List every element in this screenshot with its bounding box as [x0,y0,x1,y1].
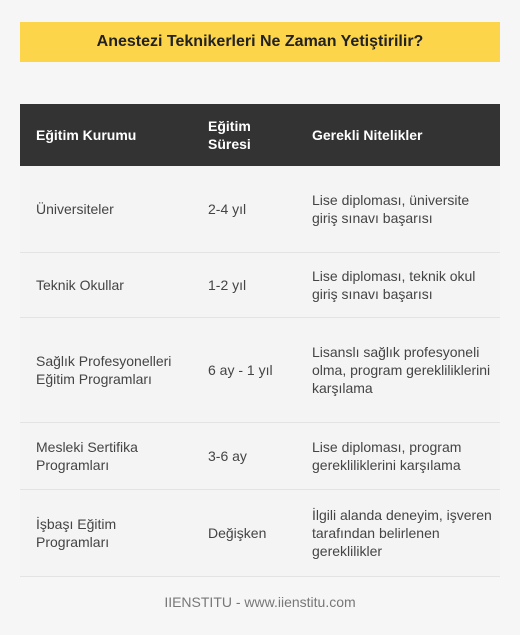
training-table [20,104,500,577]
cell-duration: 1-2 yıl [208,277,247,293]
cell-duration: Değişken [208,525,267,541]
table-header-row [20,104,500,166]
cell-duration: 6 ay - 1 yıl [208,362,273,378]
cell-requirements: Lisanslı sağlık profesyoneli olma, program gerekliliklerini karşılama [312,344,491,396]
cell-institution: İşbaşı Eğitim Programları [36,516,117,550]
cell-institution: Teknik Okullar [36,277,124,293]
cell-duration: 3-6 ay [208,448,247,464]
header-duration: Eğitim Süresi [208,118,251,152]
cell-institution: Mesleki Sertifika Programları [36,439,138,473]
cell-requirements: Lise diploması, teknik okul giriş sınavı başarısı [312,268,476,302]
table-row [20,318,500,423]
table-row [20,166,500,253]
page-title: Anestezi Teknikerleri Ne Zaman Yetiştirilir? [20,22,500,62]
cell-institution: Sağlık Profesyonelleri Eğitim Programları [36,353,172,387]
cell-requirements: Lise diploması, program gerekliliklerini karşılama [312,439,462,473]
table-row [20,490,500,577]
table-row [20,253,500,318]
cell-institution: Üniversiteler [36,201,114,217]
cell-requirements: İlgili alanda deneyim, işveren tarafından belirlenen gereklilikler [312,507,492,559]
header-institution: Eğitim Kurumu [36,127,137,143]
table-row [20,423,500,490]
cell-requirements: Lise diploması, üniversite giriş sınavı başarısı [312,192,470,226]
header-requirements: Gerekli Nitelikler [312,127,423,143]
cell-duration: 2-4 yıl [208,201,247,217]
footer-credit: IIENSTITU - www.iienstitu.com [164,594,356,610]
